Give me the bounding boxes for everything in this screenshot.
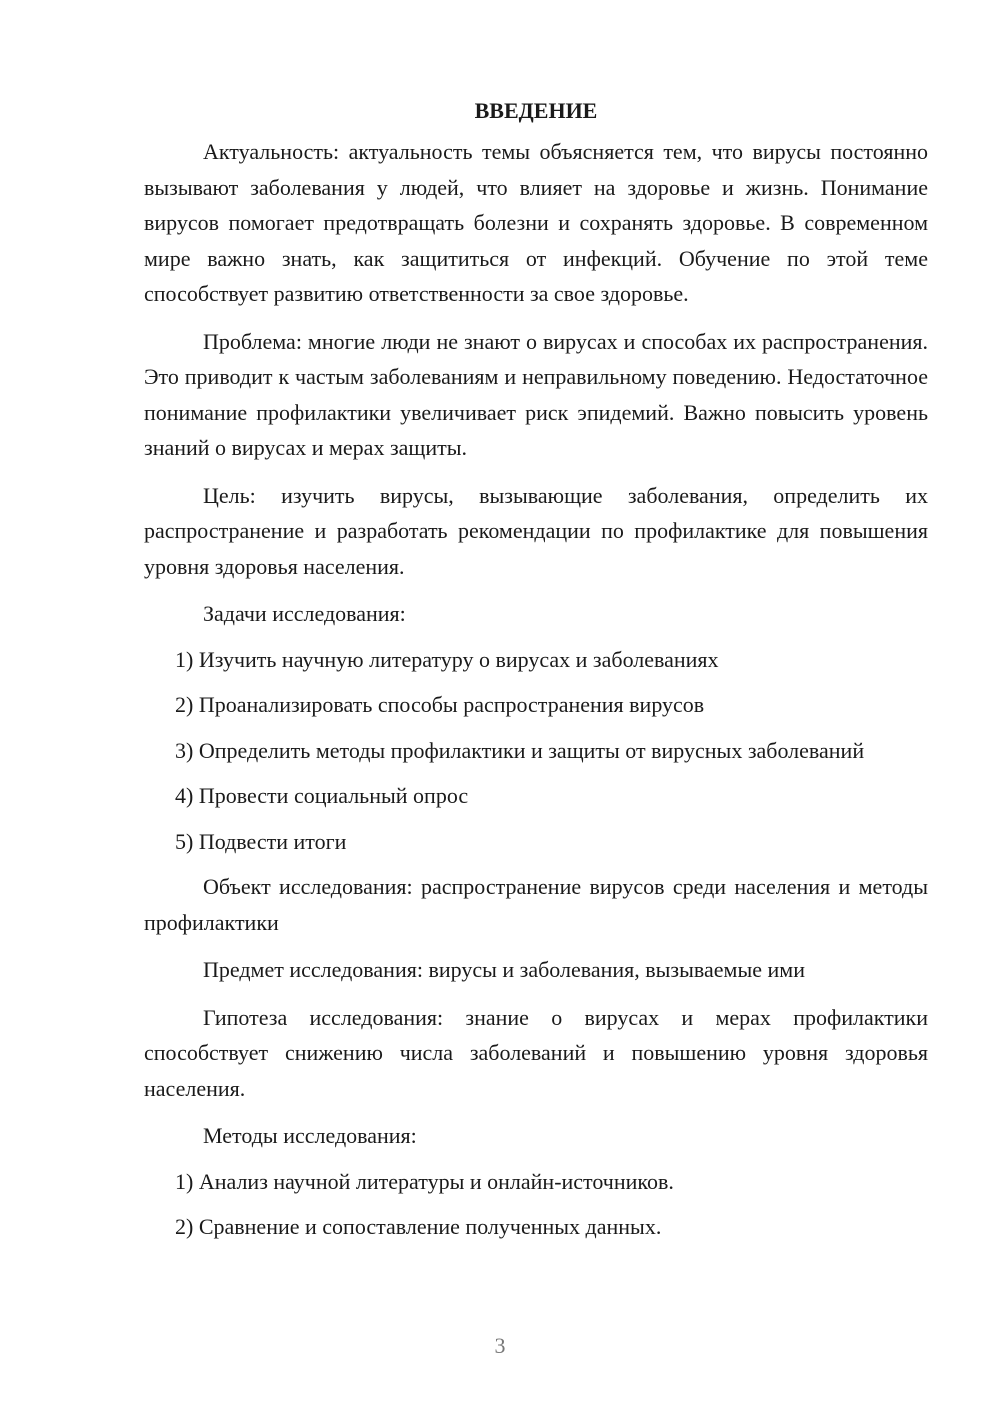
page-number: 3 xyxy=(494,1333,506,1358)
task-item-2: 2) Проанализировать способы распространения вирусов xyxy=(175,692,705,717)
task-item-4: 4) Провести социальный опрос xyxy=(175,783,469,808)
task-item-5: 5) Подвести итоги xyxy=(175,828,347,854)
method-item-2: 2) Сравнение и сопоставление полученных данных. xyxy=(175,1214,662,1239)
goal-paragraph: Цель: изучить вирусы, вызывающие заболевания, определить их распространение и разработать рекомендации по профилактике для повышения уровня здоровья населения. xyxy=(144,482,928,579)
tasks-label: Задачи исследования: xyxy=(203,601,406,626)
methods-label: Методы исследования: xyxy=(203,1123,417,1148)
task-item-3: 3) Определить методы профилактики и защиты от вирусных заболеваний xyxy=(175,737,865,763)
document-body xyxy=(144,96,928,1255)
task-item-1: 1) Изучить научную литературу о вирусах и заболеваниях xyxy=(175,646,719,672)
problem-paragraph: Проблема: многие люди не знают о вирусах и способах их распространения. Это приводит к частым заболеваниям и неправильному поведению. Недостаточное понимание профилактики увеличивает риск эпидемий. Важно повысить уровень знаний о вирусах и мерах защиты. xyxy=(144,328,928,460)
relevance-paragraph: Актуальность: актуальность темы объясняется тем, что вирусы постоянно вызывают заболевания у людей, что влияет на здоровье и жизнь. Понимание вирусов помогает предотвращать болезни и сохранять здоровье. В современном мире важно знать, как защититься от инфекций. Обучение по этой теме способствует развитию ответственности за свое здоровье. xyxy=(144,139,928,306)
method-item-1: 1) Анализ научной литературы и онлайн-источников. xyxy=(175,1168,674,1194)
object-paragraph: Объект исследования: распространение вирусов среди населения и методы профилактики xyxy=(144,874,928,935)
page-title: ВВЕДЕНИЕ xyxy=(474,98,598,123)
hypothesis-paragraph: Гипотеза исследования: знание о вирусах и мерах профилактики способствует снижению числа заболеваний и повышению уровня здоровья населения. xyxy=(144,1004,928,1101)
subject-paragraph: Предмет исследования: вирусы и заболевания, вызываемые ими xyxy=(203,957,805,982)
